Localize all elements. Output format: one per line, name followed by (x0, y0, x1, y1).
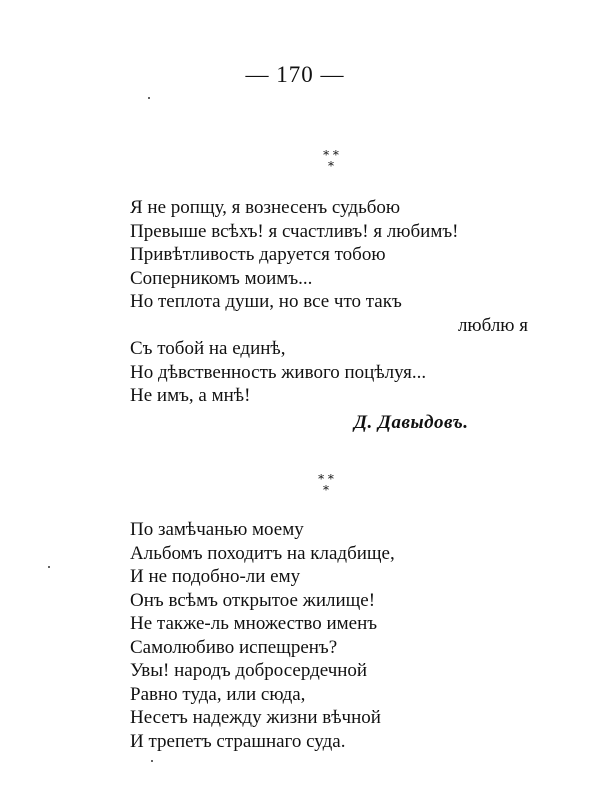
poem-line: Я не ропщу, я вознесенъ судьбою (130, 197, 401, 218)
poem-album (130, 518, 450, 753)
poem-line: Альбомъ походитъ на кладбище, (130, 542, 395, 564)
scan-speck (151, 760, 153, 762)
poem-line: Онъ всѣмъ открытое жилище! (130, 589, 376, 611)
asterism-top: * * (318, 472, 334, 486)
asterism-bottom: * (323, 483, 329, 497)
poem-line: Самолюбиво испещренъ? (130, 636, 338, 658)
poem-line: Но дѣвственность живого поцѣлуя... (130, 361, 427, 383)
poem-line: Несетъ надежду жизни вѣчной (130, 707, 381, 728)
poem-line: Увы! народъ добросердечной (130, 660, 368, 681)
poem-line: Соперникомъ моимъ... (130, 267, 313, 289)
poem-line: Не имъ, а мнѣ! (130, 385, 251, 406)
author-signature: Д. Давыдовъ. (354, 412, 469, 433)
poem-line: По замѣчанью моему (130, 519, 304, 540)
asterism-bottom: * (328, 159, 334, 173)
poem-line: Привѣтливость даруется тобою (130, 244, 386, 265)
scan-speck (148, 97, 150, 99)
poem-line: И трепетъ страшнаго суда. (130, 730, 346, 752)
poem-davydov (130, 196, 530, 408)
poem-line: Равно туда, или сюда, (130, 683, 306, 705)
asterism-divider (311, 150, 351, 172)
poem-line: Не также-ль множество именъ (130, 613, 378, 634)
asterism-divider (306, 474, 346, 496)
asterism-top: * * (323, 148, 339, 162)
page-number: — 170 — (245, 62, 345, 87)
poem-line-continuation: люблю я (457, 314, 528, 336)
poem-line: Но теплота души, но все что такъ (130, 291, 402, 312)
poem-line: И не подобно-ли ему (130, 566, 301, 587)
poem-line: Превыше всѣхъ! я счастливъ! я любимъ! (130, 220, 459, 242)
scan-speck (48, 566, 50, 568)
poem-line: Съ тобой на единѣ, (130, 338, 286, 359)
